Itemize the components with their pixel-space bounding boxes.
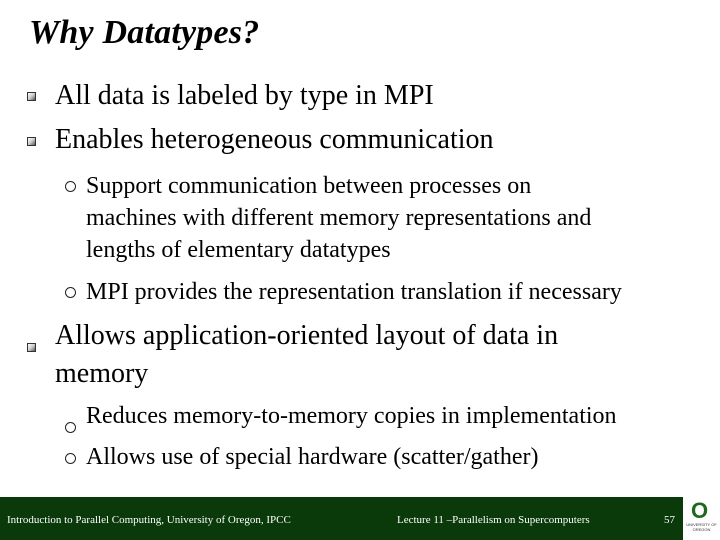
sub-bullet-text: Support communication between processes on <box>86 173 532 199</box>
page-number: 57 <box>664 514 675 526</box>
university-logo <box>683 497 720 540</box>
circle-bullet-icon <box>65 453 76 464</box>
circle-bullet-icon <box>65 287 76 298</box>
logo-text: UNIVERSITY OF OREGON <box>686 522 717 532</box>
bullet-3-text: Allows application-oriented layout of data in <box>55 320 559 351</box>
square-bullet-icon <box>27 92 36 101</box>
sub-bullet-text: machines with different memory representations and <box>86 205 592 231</box>
logo-o-icon: O <box>691 498 709 523</box>
square-bullet-icon <box>27 343 36 352</box>
footer-course-text: Introduction to Parallel Computing, University of Oregon, IPCC <box>7 514 291 526</box>
sub-bullet-text: MPI provides the representation translation if necessary <box>86 279 622 305</box>
circle-bullet-icon <box>65 181 76 192</box>
square-bullet-icon <box>27 137 36 146</box>
bullet-3-text: memory <box>55 358 149 389</box>
bullet-2-text: Enables heterogeneous communication <box>55 124 494 155</box>
footer-lecture-text: Lecture 11 –Parallelism on Supercomputers <box>397 514 590 526</box>
slide-footer <box>0 497 683 540</box>
sub-bullet-text: Reduces memory-to-memory copies in implementation <box>86 403 617 429</box>
sub-bullet-text: Allows use of special hardware (scatter/gather) <box>86 444 539 470</box>
sub-bullet-text: lengths of elementary datatypes <box>86 237 391 263</box>
slide-title: Why Datatypes? <box>29 14 260 51</box>
circle-bullet-icon <box>65 422 76 433</box>
bullet-1-text: All data is labeled by type in MPI <box>55 80 434 111</box>
